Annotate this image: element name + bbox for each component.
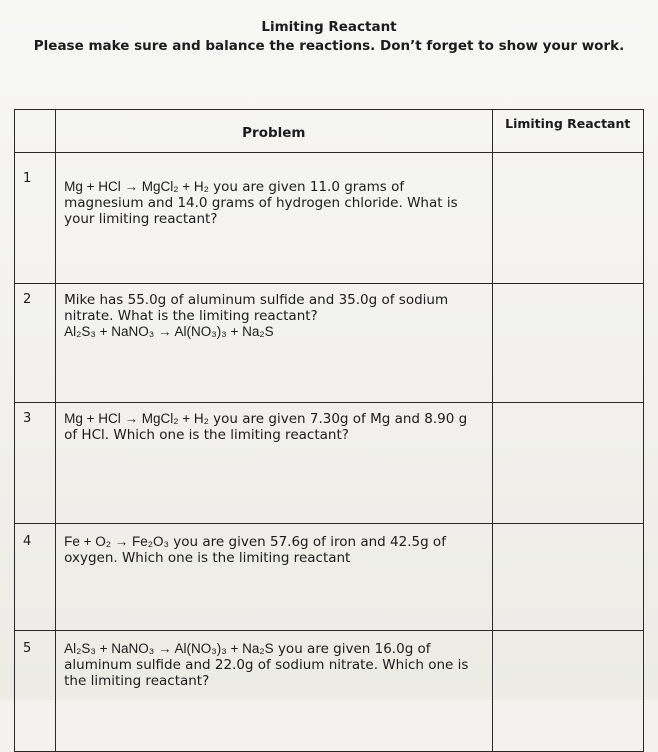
table-header-row (15, 110, 644, 153)
problem-text: you are given 7.30g of Mg and 8.90 g of HCl. Which one is the limiting reactant? (64, 411, 468, 443)
limiting-reactant-column-header: Limiting Reactant (492, 110, 644, 153)
problem-column-header: Problem (56, 110, 492, 153)
reaction-equation: Mg + HCl → MgCl₂ + H₂ (64, 179, 209, 194)
reaction-equation: Al₂S₃ + NaNO₃ → Al(NO₃)₃ + Na₂S (64, 324, 274, 339)
problem-text: you are given 11.0 grams of magnesium and 14.0 grams of hydrogen chloride. What is your limiting reactant? (64, 179, 458, 227)
number-column-header (15, 110, 56, 153)
table-row (15, 524, 644, 631)
problem-text: Mike has 55.0g of aluminum sulfide and 35.0g of sodium nitrate. What is the limiting reactant? (64, 292, 449, 324)
problem-text-cell (56, 284, 492, 403)
problem-number: 1 (15, 153, 56, 284)
problem-text: you are given 16.0g of aluminum sulfide and 22.0g of sodium nitrate. Which one is the limiting reactant? (64, 641, 469, 689)
problem-number: 3 (15, 403, 56, 524)
table-row (15, 631, 644, 752)
reaction-equation: Al₂S₃ + NaNO₃ → Al(NO₃)₃ + Na₂S (64, 641, 274, 656)
problem-number: 4 (15, 524, 56, 631)
table-row (15, 284, 644, 403)
problem-text-cell (56, 403, 492, 524)
worksheet-instructions: Please make sure and balance the reactions. Don’t forget to show your work. (33, 38, 625, 54)
problem-text-cell (56, 153, 492, 284)
problem-number: 5 (15, 631, 56, 752)
problem-number: 2 (15, 284, 56, 403)
answer-cell[interactable] (492, 153, 644, 284)
worksheet-title: Limiting Reactant (261, 19, 397, 35)
answer-cell[interactable] (492, 284, 644, 403)
problems-table (14, 109, 644, 752)
problem-text-cell (56, 631, 492, 752)
reaction-equation: Fe + O₂ → Fe₂O₃ (64, 534, 170, 549)
problem-text: you are given 57.6g of iron and 42.5g of oxygen. Which one is the limiting reactant (64, 534, 446, 566)
answer-cell[interactable] (492, 524, 644, 631)
problem-text-cell (56, 524, 492, 631)
worksheet-header (0, 18, 658, 57)
reaction-equation: Mg + HCl → MgCl₂ + H₂ (64, 411, 209, 426)
table-row (15, 403, 644, 524)
table-row (15, 153, 644, 284)
answer-cell[interactable] (492, 403, 644, 524)
answer-cell[interactable] (492, 631, 644, 752)
